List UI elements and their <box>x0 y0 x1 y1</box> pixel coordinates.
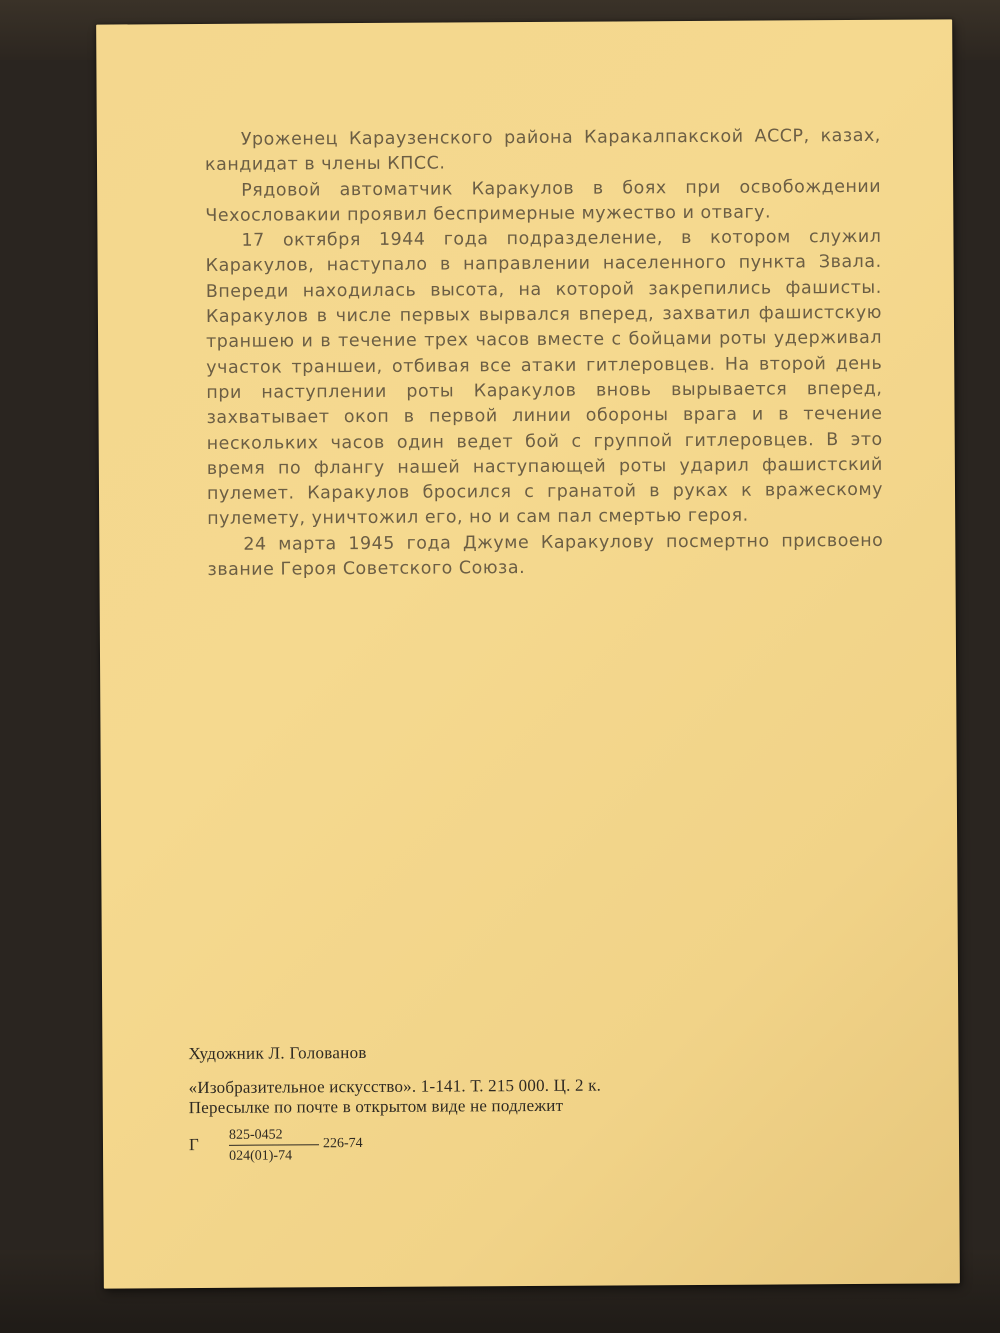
artist-credit: Художник Л. Голованов <box>188 1042 367 1064</box>
biography-text <box>205 124 884 583</box>
imprint <box>188 1040 789 1170</box>
catalog-index <box>189 1122 789 1170</box>
index-suffix: 226-74 <box>322 1136 363 1152</box>
index-letter: Г <box>188 1135 199 1155</box>
paragraph-award: 24 марта 1945 года Джуме Каракулову посмертно присвоено звание Героя Советского Союза. <box>207 530 884 581</box>
paragraph-battle: 17 октября 1944 года подразделение, в котором служил Каракулов, наступало в направлении населенного пункта Звала. Впереди находилась высота, на которой закрепились фашисты. Каракулов в числе первых вырвался вперед, захватил фашистскую траншею и в течение трех часов вместе с бойцами роты удерживал участок траншеи, отбивая все атаки гитлеровцев. На второй день при наступлении роты Каракулов вновь вырывается вперед, захватывает окоп в первой линии обороны врага и в течение нескольких часов один ведет бой с группой гитлеровцев. В это время по флангу нашей наступающей роты ударил фашистский пулемет. Каракулов бросился с гранатой в руках к вражескому пулемету, уничтожил его, но и сам пал смертью героя. <box>205 227 884 530</box>
postcard-back <box>96 19 960 1288</box>
publisher-line: «Изобразительное искусство». 1-141. Т. 215 000. Ц. 2 к. <box>188 1075 602 1098</box>
mail-note: Пересылке по почте в открытом виде не подлежит <box>188 1095 564 1118</box>
index-denominator: 024(01)-74 <box>229 1148 293 1164</box>
index-numerator: 825-0452 <box>228 1127 283 1143</box>
paragraph-courage: Рядовой автоматчик Каракулов в боях при освобождении Чехословакии проявил беспримерные мужество и отвагу. <box>205 176 882 226</box>
paragraph-origin: Уроженец Караузенского района Каракалпакской АССР, казах, кандидат в члены КПСС. <box>204 125 881 176</box>
